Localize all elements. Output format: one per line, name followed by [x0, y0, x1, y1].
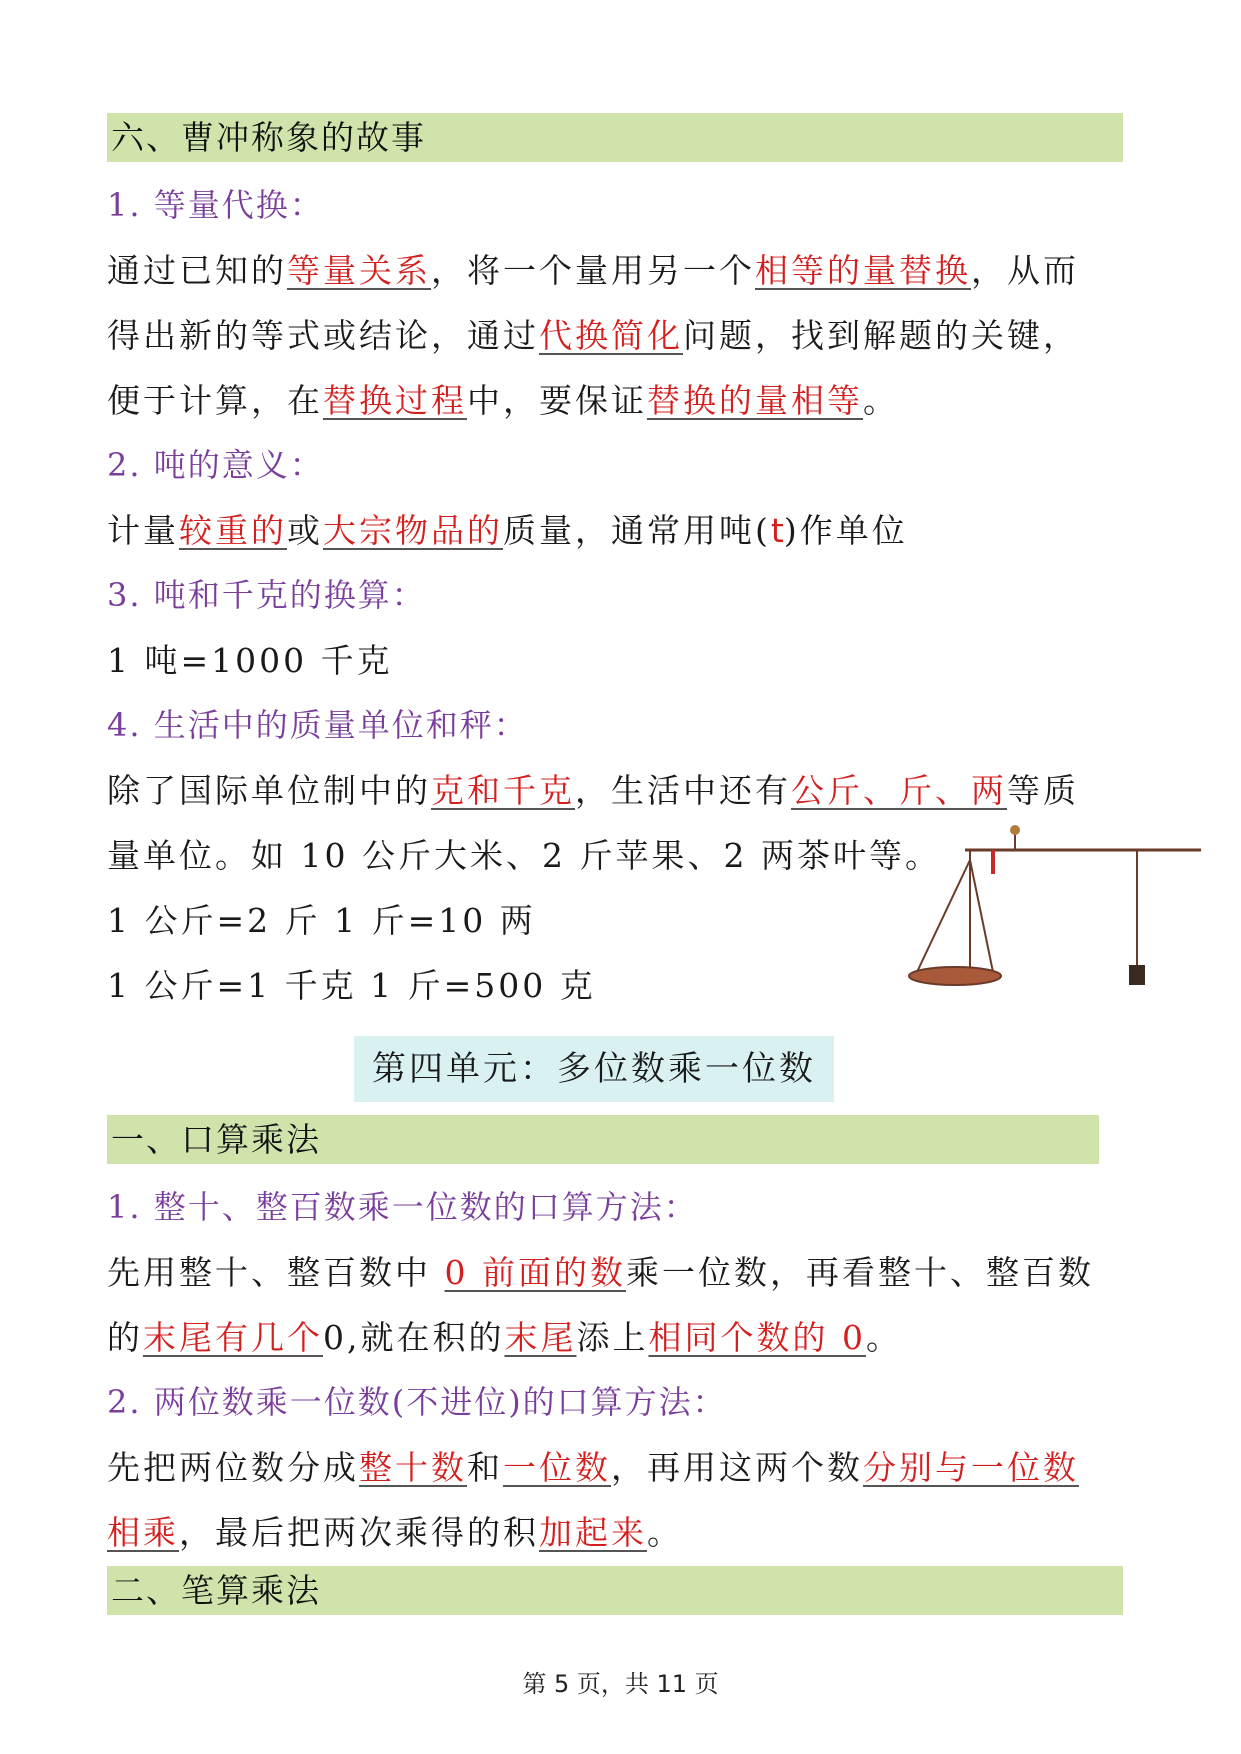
text-line: 先把两位数分成整十数和一位数，再用这两个数分别与一位数 [107, 1448, 1079, 1487]
text-line: 先用整十、整百数中 0 前面的数乘一位数，再看整十、整百数 [107, 1253, 1094, 1292]
subheading-two-digit: 2. 两位数乘一位数(不进位)的口算方法： [107, 1383, 727, 1421]
subheading-daily-units: 4. 生活中的质量单位和秤： [107, 706, 528, 744]
text-line: 1 公斤=1 千克 1 斤=500 克 [107, 966, 596, 1005]
section-heading-mental-multiplication: 一、口算乘法 [107, 1115, 1099, 1164]
subheading-tens-hundreds: 1. 整十、整百数乘一位数的口算方法： [107, 1188, 698, 1226]
text-line: 1 吨=1000 千克 [107, 641, 393, 680]
text-line: 量单位。如 10 公斤大米、2 斤苹果、2 两茶叶等。 [107, 836, 941, 875]
text-line: 相乘，最后把两次乘得的积加起来。 [107, 1513, 683, 1552]
text-line: 计量较重的或大宗物品的质量，通常用吨(t)作单位 [107, 511, 908, 550]
text-line: 通过已知的等量关系，将一个量用另一个相等的量替换，从而 [107, 251, 1079, 290]
unit-title: 第四单元：多位数乘一位数 [354, 1036, 834, 1102]
text-line: 的末尾有几个0,就在积的末尾添上相同个数的 0。 [107, 1318, 902, 1357]
subheading-ton-meaning: 2. 吨的意义： [107, 446, 324, 484]
section-heading-6: 六、曹冲称象的故事 [107, 113, 1123, 162]
subheading-ton-kg-conversion: 3. 吨和千克的换算： [107, 576, 426, 614]
text-line: 除了国际单位制中的克和千克，生活中还有公斤、斤、两等质 [107, 771, 1079, 810]
page-footer: 第 5 页，共 11 页 [522, 1670, 719, 1698]
text-line: 便于计算，在替换过程中，要保证替换的量相等。 [107, 381, 899, 420]
text-line: 得出新的等式或结论，通过代换简化问题，找到解题的关键， [107, 316, 1079, 355]
subheading-equal-substitution: 1. 等量代换： [107, 186, 324, 224]
text-line: 1 公斤=2 斤 1 斤=10 两 [107, 901, 536, 940]
steelyard-scale-illustration [905, 820, 1205, 1010]
section-heading-written-multiplication: 二、笔算乘法 [107, 1566, 1123, 1615]
